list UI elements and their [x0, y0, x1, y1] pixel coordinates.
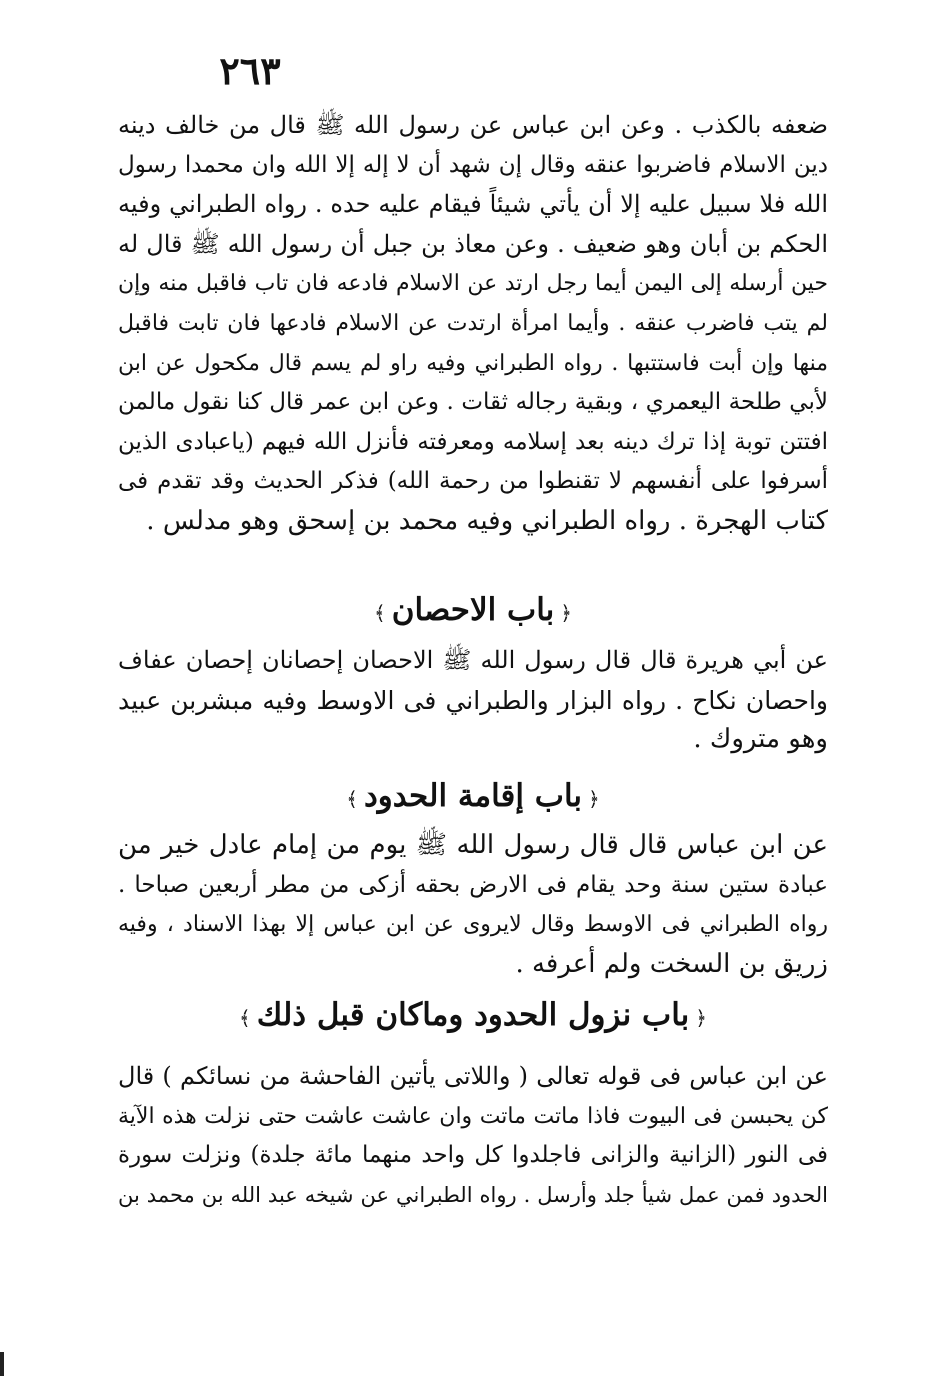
text-line: وهو متروك . — [693, 724, 828, 755]
ornament-close: ﴾ — [346, 787, 358, 811]
heading-text: باب إقامة الحدود — [363, 778, 583, 814]
paragraph-block — [118, 826, 828, 984]
text-line: ضعفه بالكذب . وعن ابن عباس عن رسول الله ﷺ قال من خالف دينه — [118, 111, 828, 139]
text-line: عن ابن عباس فى قوله تعالى ( واللاتى يأتين الفاحشة من نسائكم ) قال — [118, 1062, 828, 1090]
text-line: رواه الطبراني فى الاوسط وقال لايروى عن ابن عباس إلا بهذا الاسناد ، وفيه — [118, 912, 828, 938]
text-line: زريق بن السخت ولم أعرفه . — [515, 948, 828, 979]
paragraph-block — [118, 1057, 828, 1215]
scan-edge-mark — [0, 1352, 4, 1376]
text-line: لم يتب فاضرب عنقه . وأيما امرأة ارتدت عن الاسلام فادعها فان تابت فاقبل — [118, 310, 828, 336]
text-line: حين أرسله إلى اليمن أيما رجل ارتد عن الاسلام فادعه فان تاب فاقبل منه وإن — [118, 271, 828, 297]
text-line: كتاب الهجرة . رواه الطبراني وفيه محمد بن إسحق وهو مدلس . — [146, 505, 828, 536]
ornament-open: ﴿ — [560, 601, 573, 625]
text-line: أسرفوا على أنفسهم لا تقنطوا من رحمة الله) فذكر الحديث وقد تقدم فى — [118, 468, 828, 495]
page-number: ٢٦٣ — [219, 48, 281, 93]
ornament-open: ﴿ — [588, 787, 600, 811]
ornament-open: ﴿ — [695, 1006, 707, 1030]
text-line: واحصان نكاح . رواه البزار والطبراني فى الاوسط وفيه مبشربن عبيد — [118, 685, 828, 715]
paragraph-block — [118, 106, 828, 542]
ornament-close: ﴾ — [238, 1006, 251, 1030]
section-heading — [118, 773, 828, 819]
text-line: فى النور (الزانية والزانى فاجلدوا كل واحد منهما مائة جلدة) ونزلت سورة — [118, 1142, 828, 1169]
text-line: منها وإن أبت فاستتبها . رواه الطبراني وفيه راو لم يسم قال مكحول عن ابن — [118, 350, 828, 376]
text-line: افتتن توبة إذا ترك دينه بعد إسلامه ومعرفته فأنزل الله فيهم (ياعبادى الذين — [118, 428, 828, 455]
paragraph-block — [118, 641, 828, 760]
ornament-close: ﴾ — [373, 601, 386, 625]
text-line: عن أبي هريرة قال قال رسول الله ﷺ الاحصان إحصانان إحصان عفاف — [118, 646, 828, 674]
text-line: الحدود فمن عمل شيأ جلد وأرسل . رواه الطبراني عن شيخه عبد الله بن محمد بن — [118, 1182, 828, 1207]
text-line: دين الاسلام فاضربوا عنقه وقال إن شهد أن لا إله إلا الله وان محمدا رسول — [118, 151, 828, 178]
text-line: عبادة ستين سنة وحد يقام فى الارض بحقه أزكى من مطر أربعين صباحا . — [118, 871, 828, 898]
text-line: كن يحبسن فى البيوت فاذا ماتت ماتت وان عاشت عاشت حتى نزلت هذه الآية — [118, 1103, 828, 1129]
heading-text: باب الاحصان — [391, 592, 555, 628]
text-line: لأبي طلحة اليعمري ، وبقية رجاله ثقات . وعن ابن عمر قال كنا نقول مالمن — [118, 389, 828, 416]
text-line: الحكم بن أبان وهو ضعيف . وعن معاذ بن جبل أن رسول الله ﷺ قال له — [118, 229, 828, 258]
heading-text: باب نزول الحدود وماكان قبل ذلك — [256, 997, 690, 1033]
section-heading — [118, 587, 828, 633]
text-line: عن ابن عباس قال قال رسول الله ﷺ يوم من إمام عادل خير من — [118, 830, 828, 860]
section-heading — [118, 992, 828, 1038]
text-line: الله فلا سبيل عليه إلا أن يأتي شيئاً فيقام عليه حده . رواه الطبراني وفيه — [118, 190, 828, 219]
